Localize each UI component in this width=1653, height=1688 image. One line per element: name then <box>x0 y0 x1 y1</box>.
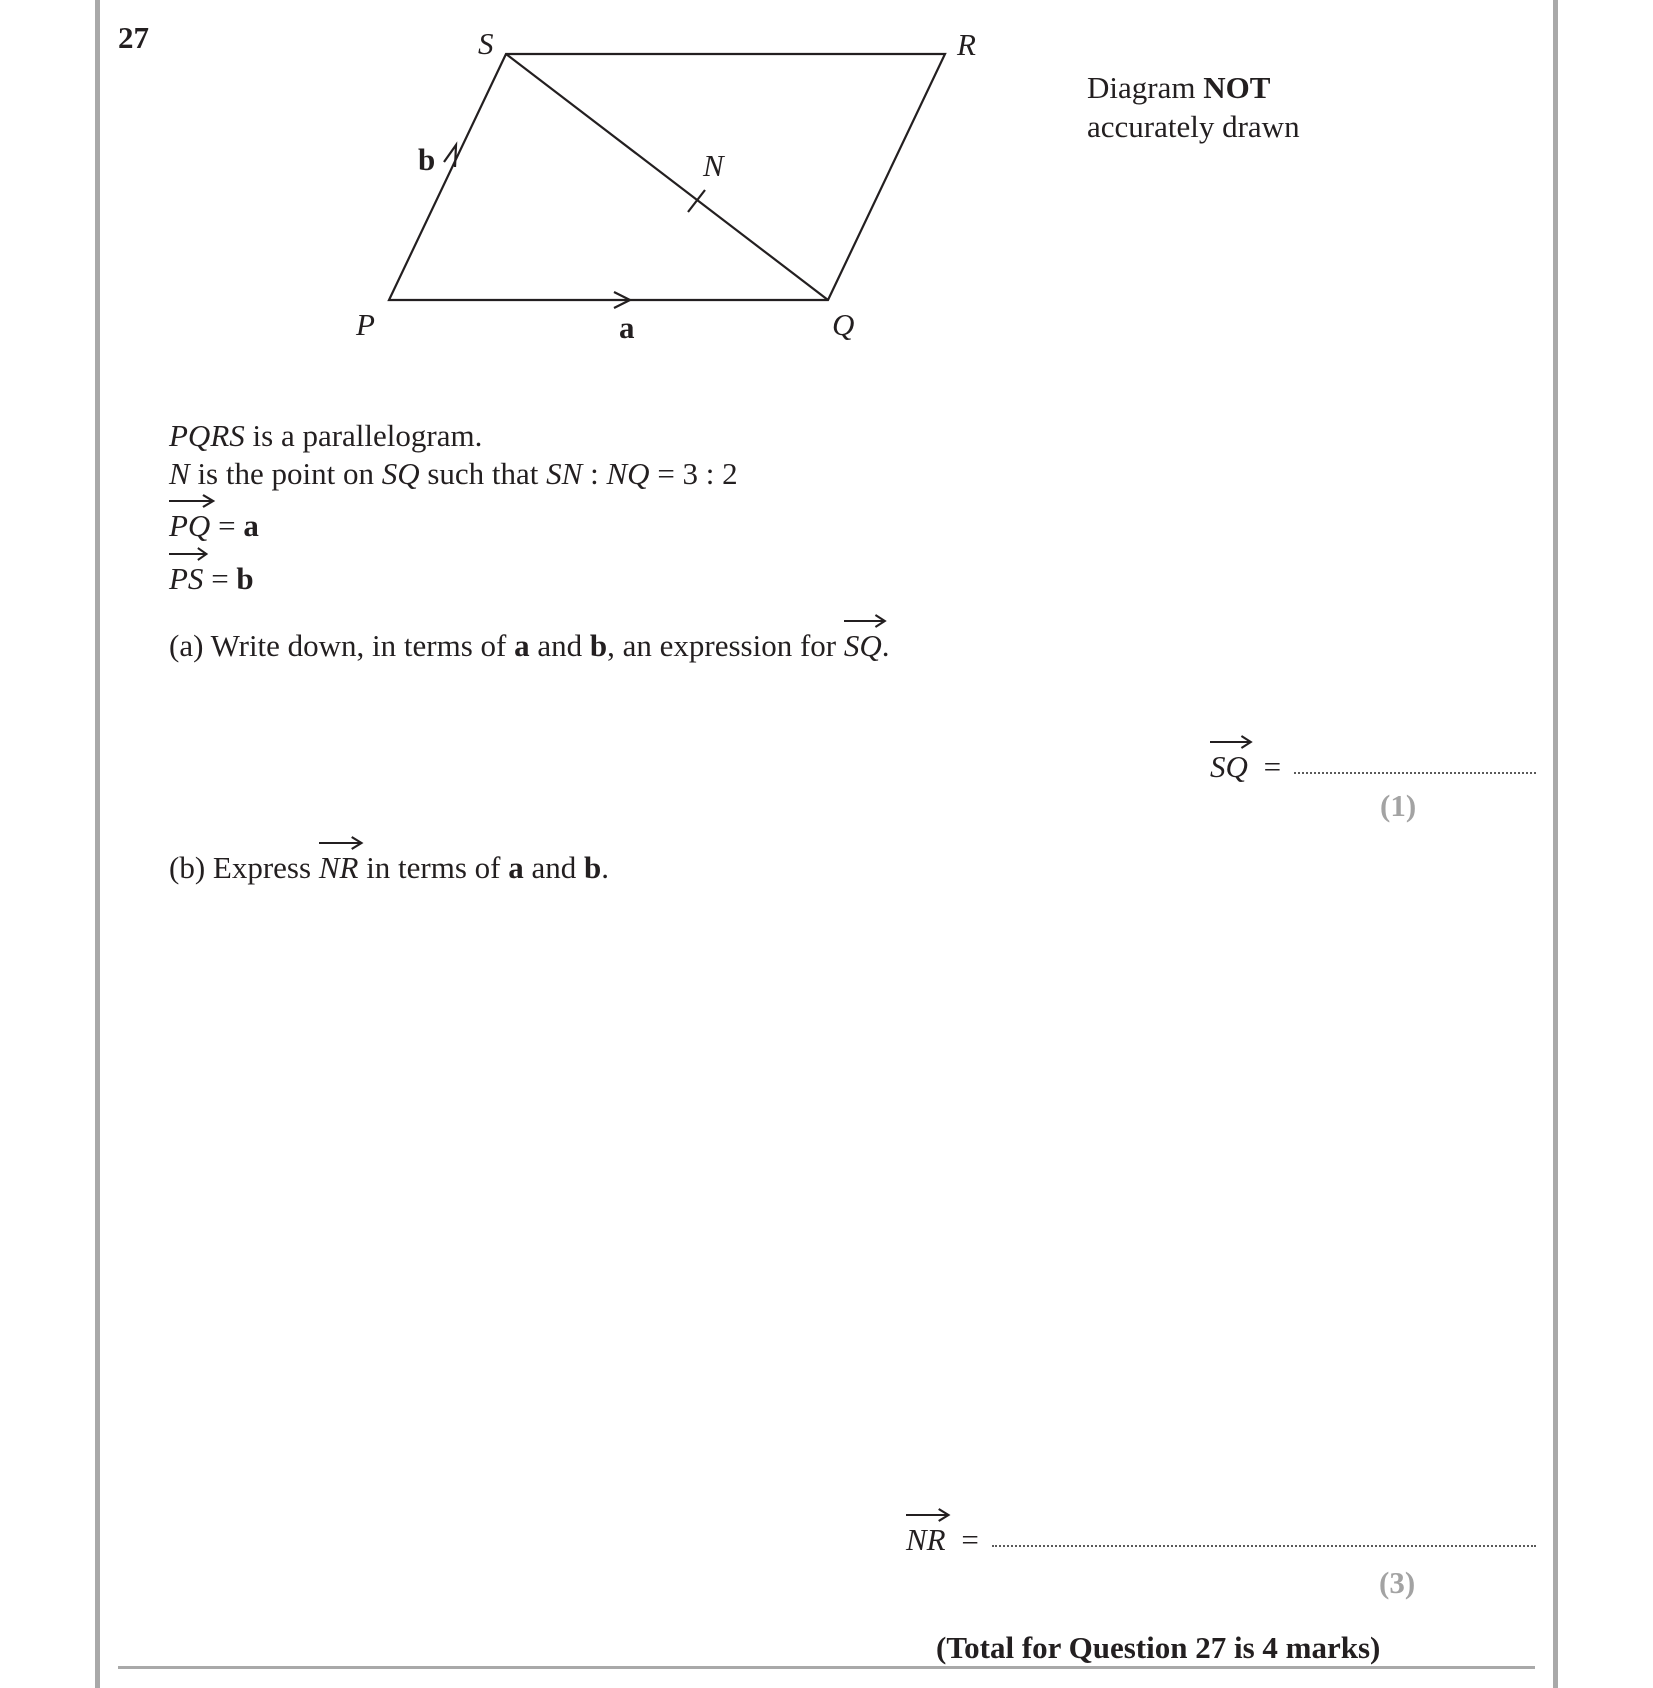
part-b-question <box>169 850 609 886</box>
part-b-text: . <box>601 850 610 885</box>
part-a-question <box>169 628 890 664</box>
vector-ps <box>169 561 203 597</box>
stem-line-1-text: is a parallelogram. <box>244 418 483 453</box>
shape-name: PQRS <box>169 418 245 453</box>
part-b-text: and <box>523 850 585 885</box>
vertex-label-q: Q <box>832 307 855 342</box>
diagonal-sq <box>506 54 828 300</box>
stem-line-2 <box>169 456 738 492</box>
part-b-answer-label <box>906 1522 979 1558</box>
vector-nr <box>319 850 359 886</box>
vertex-label-p: P <box>356 307 375 342</box>
vector-a: a <box>243 508 259 543</box>
equals: = <box>203 561 237 596</box>
ratio-sn: SN <box>546 456 583 491</box>
part-b-answer-line[interactable] <box>992 1545 1536 1547</box>
vector-b: b <box>236 561 254 596</box>
vector-ps-label: PS <box>169 561 204 596</box>
part-b-text: in terms of <box>358 850 509 885</box>
vector-b: b <box>584 850 602 885</box>
point-label-n: N <box>703 148 724 183</box>
point-n: N <box>169 456 190 491</box>
stem-line-3 <box>169 508 259 544</box>
part-a-text: Write down, in terms of <box>203 628 515 663</box>
vector-label-a: a <box>619 310 635 345</box>
vector-arrow-icon <box>1210 734 1252 748</box>
vertex-label-s: S <box>478 26 494 61</box>
part-b-label: (b) <box>169 850 206 885</box>
vector-sq <box>844 628 882 664</box>
segment-sq: SQ <box>381 456 420 491</box>
vector-a: a <box>514 628 530 663</box>
vector-nr <box>906 1522 946 1558</box>
vector-pq-label: PQ <box>169 508 211 543</box>
vector-arrow-icon <box>169 546 207 560</box>
equals: = <box>1263 749 1282 784</box>
diagram-note-line2: accurately drawn <box>1087 109 1300 144</box>
part-a-text: and <box>529 628 590 663</box>
vector-arrow-icon <box>844 613 886 627</box>
parallelogram-diagram <box>0 0 1653 380</box>
vector-nr-label: NR <box>906 1522 946 1557</box>
vector-label-b: b <box>418 142 436 177</box>
vector-arrow-icon <box>319 835 363 849</box>
part-a-marks: (1) <box>1380 788 1417 823</box>
stem-text: such that <box>419 456 547 491</box>
vector-nr-label: NR <box>318 850 359 885</box>
part-b-marks: (3) <box>1379 1565 1416 1600</box>
part-a-answer-label <box>1210 749 1281 785</box>
vector-arrow-icon <box>169 493 214 507</box>
equals: = <box>210 508 244 543</box>
ratio-nq: NQ <box>606 456 650 491</box>
part-a-text: . <box>881 628 890 663</box>
ratio-colon: : <box>582 456 607 491</box>
n-tick-mark <box>688 190 705 212</box>
arrow-b-icon <box>444 145 456 167</box>
vector-arrow-icon <box>906 1507 950 1521</box>
diagram-note-prefix: Diagram <box>1087 70 1204 105</box>
stem-line-4 <box>169 561 254 597</box>
vector-sq-label: SQ <box>843 628 882 663</box>
part-b-text: Express <box>205 850 319 885</box>
vector-sq <box>1210 749 1248 785</box>
question-total: (Total for Question 27 is 4 marks) <box>936 1630 1381 1665</box>
equals: = <box>961 1522 979 1557</box>
vector-pq <box>169 508 210 544</box>
section-rule <box>118 1666 1535 1669</box>
stem-line-1 <box>169 418 482 454</box>
vertex-label-r: R <box>957 27 976 62</box>
part-a-label: (a) <box>169 628 204 663</box>
diagram-note <box>1087 68 1300 146</box>
diagram-note-emphasis: NOT <box>1203 70 1271 105</box>
ratio-value: = 3 : 2 <box>649 456 738 491</box>
vector-a: a <box>508 850 524 885</box>
stem-text: is the point on <box>189 456 382 491</box>
part-a-answer-line[interactable] <box>1294 772 1536 774</box>
question-number: 27 <box>118 20 149 55</box>
vector-b: b <box>589 628 608 663</box>
part-a-text: , an expression for <box>607 628 844 663</box>
vector-sq-label: SQ <box>1210 749 1248 784</box>
